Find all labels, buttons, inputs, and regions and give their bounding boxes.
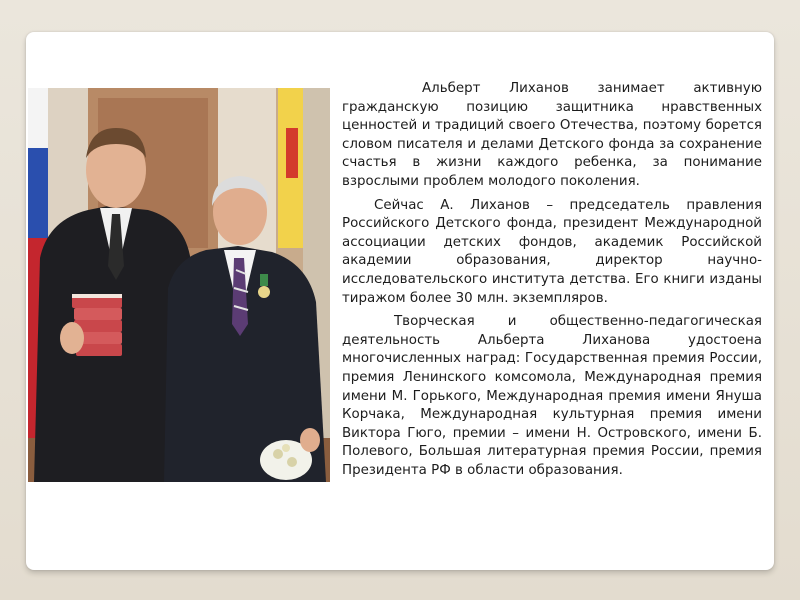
award-ceremony-photo <box>28 88 330 482</box>
paragraph-positions: Сейчас А. Лиханов – председатель правления Российского Детского фонда, президент Международной ассоциации детских фондов, академик Российской академии образования, директор научно-исследовательского института детства. Его книги изданы тиражом более 30 млн. экземпляров. <box>342 197 762 306</box>
paragraph-civic-position: Альберт Лиханов занимает активную гражданскую позицию защитника нравственных ценностей и традиций своего Отечества, поэтому борется словом писателя и делами Детского фонда за сохранение счастья в жизни каждого ребенка, за понимание взрослыми проблем молодого поколения. <box>342 81 762 189</box>
article-text <box>342 80 762 485</box>
paragraph-awards: Творческая и общественно-педагогическая деятельность Альберта Лиханова удостоена многочисленных наград: Государственная премия России, премия Ленинского комсомола, Международная премия имени М. Горького, Международная премия имени Януша Корчака, Международная культурная премия имени Виктора Гюго, премии – имени Н. Островского, имени Б. Полевого, Большая литературная премия России, премия Президента РФ в области образования. <box>342 314 762 478</box>
